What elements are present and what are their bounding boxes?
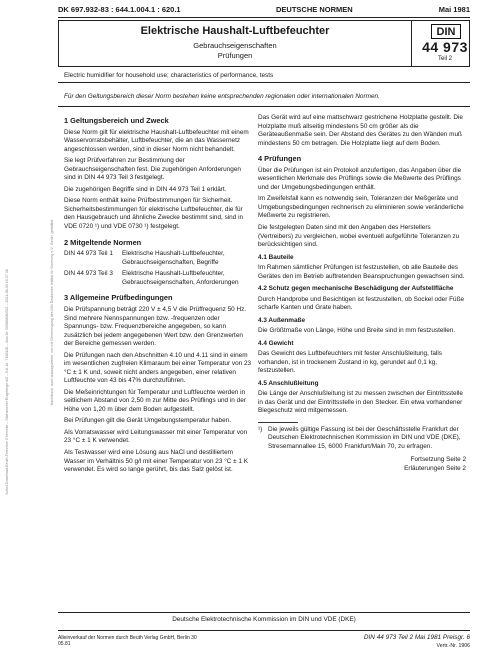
- continuation-note: [258, 456, 466, 473]
- section-heading: 1 Geltungsbereich und Zweck: [64, 116, 169, 125]
- paragraph: Durch Handprobe und Besichtigen ist festzustellen, ob Sockel oder Füße scharfe Kanten und Grate haben.: [258, 295, 465, 312]
- title-box: [58, 20, 470, 67]
- paragraph: Die festgelegten Daten sind mit den Angaben des Herstellers (Vertreibers) zu vergleichen, wobei eventuell aufgeführte Toleranzen zu berücksichtigen sind.: [258, 224, 460, 249]
- footer-top-rule: [58, 612, 470, 613]
- footnote-rule: [258, 422, 298, 423]
- side-copyright: [47, 120, 55, 520]
- publisher-line: Alleinverkauf der Normen durch Beuth Verlag GmbH, Berlin 30: [58, 635, 197, 641]
- din-reference: DIN 44 973 Teil 2 Mai 1981 Preisgr. 6: [363, 634, 470, 641]
- section-heading: 3 Allgemeine Prüfbedingungen: [64, 293, 173, 303]
- title-divider: [411, 21, 412, 66]
- dk-classification: DK 697.932-83 : 644.1.004.1 : 620.1: [58, 5, 181, 14]
- subsection-heading: 4.3 Außenmaße: [258, 316, 305, 324]
- din-logo: DIN: [431, 24, 461, 39]
- paragraph: Als Vorratswasser wird Leitungswasser mit einer Temperatur von 23 °C ± 1 K verwendet.: [64, 428, 248, 445]
- side-watermark: [2, 120, 10, 660]
- subsection-heading: 4.5 Anschlußleitung: [258, 379, 319, 387]
- footnote-text: Die jeweils gültige Fassung ist bei der Geschäftsstelle Frankfurt der Deutschen Elektrotechnischen Kommission im DIN und VDE (DKE), Stresemannallee 15, 6000 Frankfurt/Main 70, zu erfragen.: [268, 425, 461, 450]
- paragraph: Das Gewicht des Luftbefeuchters mit fester Anschlußleitung, falls vorhanden, ist in trockenem Zustand in kg, gerundet auf 0,1 kg, festzustellen.: [258, 350, 442, 375]
- publisher-date: 05.81: [58, 641, 71, 647]
- paragraph: Das Gerät wird auf eine mattschwarz gestrichene Holzplatte gestellt. Die Holzplatte muß allseitig mindestens 50 cm größer als die Geräteaußenmaße sein. Der Abstand des Gerätes zu den Wänden muß mindestens 50 cm betragen. Die Holzplatte liegt auf dem Boden.: [258, 114, 463, 147]
- footnote-mark: ¹): [258, 425, 263, 433]
- paragraph: Diese Norm gilt für elektrische Haushalt-Luftbefeuchter mit einem Wasservorratsbehälter, Luftbefeuchter, die an das Wassernetz angeschlossen werden, sind in dieser Norm nicht behandelt.: [64, 128, 249, 153]
- subsection-heading: 4.4 Gewicht: [258, 339, 294, 347]
- left-column: [64, 114, 253, 478]
- english-title: Electric humidifier for household use; characteristics of performance, tests: [64, 72, 274, 79]
- page-footer: [58, 634, 470, 656]
- paragraph: Die Länge der Anschlußleitung ist zu messen zwischen der Eintrittsstelle in das Gerät und der Eintrittsstelle in den Stecker. Ein etwa vorhandener Biegeschutz wird mitgemessen.: [258, 390, 463, 415]
- side-copyright-text: Nachdruck, auch auszugsweise, nur mit Genehmigung des DIN Deutsches Institut für Normung e.V., Berlin, gestattet.: [50, 218, 54, 406]
- footer-rule: [58, 630, 470, 631]
- paragraph: Bei Prüfungen gilt die Gerät Umgebungstemperatur haben.: [64, 417, 231, 425]
- paragraph: Die Größtmaße von Länge, Höhe und Breite sind in mm festzustellen.: [258, 327, 456, 335]
- part-label: Teil 2: [437, 56, 452, 62]
- paragraph: Im Rahmen sämtlicher Prüfungen ist festzustellen, ob alle Bauteile des Gerätes den im Betrieb auftretenden Beanspruchungen gewachsen sind.: [258, 264, 465, 280]
- reference-row: [64, 270, 253, 287]
- subsection-heading: 4.1 Bauteile: [258, 253, 294, 261]
- publisher-note: [58, 635, 208, 647]
- side-watermark-text: Sofort-Download-Beuth-Techniker Chemnitz – Sächsischer Erzgebirge AG – Kd.-Nr. 7168130 – Abo-Nr. 00586808/002 – 2021-08-30 16:37:38: [5, 269, 9, 495]
- issue-date: Mai 1981: [438, 5, 470, 14]
- reference-label: DIN 44 973 Teil 3: [64, 270, 113, 278]
- reference-text: Elektrische Haushalt-Luftbefeuchter, Gebrauchseigenschaften, Begriffe: [122, 250, 225, 266]
- english-title-rule: [58, 82, 470, 83]
- page-header: [58, 5, 470, 17]
- norm-label: DEUTSCHE NORMEN: [276, 5, 353, 14]
- paragraph: Die Meßeinrichtungen für Temperatur und Luftfeuchte werden in seitlichem Abstand von 2,50 m zur Mitte des Prüflings und in der Höhe von 1,20 m über dem Boden aufgestellt.: [64, 388, 246, 413]
- document-title: Elektrische Haushalt-Luftbefeuchter: [140, 25, 330, 37]
- document-subtitle: Gebrauchseigenschaften: [193, 41, 277, 50]
- section-heading: 2 Mitgeltende Normen: [64, 237, 142, 247]
- paragraph: Im Zweifelsfall kann es notwendig sein, Toleranzen der Meßgeräte und Umgebungsbedingungen rechnerisch zu eliminieren sowie veränderliche Meßwerte zu registrieren.: [258, 195, 464, 220]
- vertrieb-number: Vertr.-Nr. 1906: [436, 643, 470, 649]
- intro-note: Für den Geltungsbereich dieser Norm bestehen keine entsprechenden regionalen oder internationalen Normen.: [64, 93, 380, 100]
- right-column: [258, 114, 466, 473]
- dke-committee: Deutsche Elektrotechnische Kommission im DIN und VDE (DKE): [172, 616, 356, 623]
- paragraph: Die zugehörigen Begriffe sind in DIN 44 973 Teil 1 erklärt.: [64, 185, 227, 193]
- paragraph: Die Prüfungen nach den Abschnitten 4.10 und 4.11 sind in einem im wesentlichen zugfreien Klimaraum bei einer Temperatur von 23 °C ± 1 K und, soweit nicht anders angegeben, einer relativen Luftfeuchte von 43 bis 47% durchzuführen.: [64, 351, 252, 385]
- section-heading: 4 Prüfungen: [258, 154, 302, 164]
- reference-text: Elektrische Haushalt-Luftbefeuchter, Gebrauchseigenschaften, Anforderungen: [122, 270, 239, 286]
- footnote: [258, 426, 466, 452]
- header-rule: [58, 17, 470, 18]
- subsection-heading: 4.2 Schutz gegen mechanische Beschädigung der Aufstellfläche: [258, 285, 454, 293]
- continuation-line: Fortsetzung Seite 2: [410, 456, 466, 464]
- paragraph: Die Prüfspannung beträgt 220 V ± 4,5 V die Prüffrequenz 50 Hz. Sind mehrere Nennspannungen bzw. -frequenzen oder Spannungs- bzw. Frequenzbereiche angegeben, so kann zusätzlich bei jedem angegebenen Wert bzw. den Grenzwerten der Bereiche gemessen werden.: [64, 306, 247, 348]
- reference-row: [64, 250, 253, 267]
- paragraph: Als Testwasser wird eine Lösung aus NaCl und destilliertem Wasser im Verhältnis 50 g/l mit einer Temperatur von 23 °C ± 1 K verwendet. Es wird so lange gerührt, bis das Salz gelöst ist.: [64, 449, 249, 474]
- reference-label: DIN 44 973 Teil 1: [64, 250, 113, 258]
- din-number: 44 973: [422, 39, 468, 55]
- document-subtitle-2: Prüfungen: [217, 51, 253, 60]
- paragraph: Sie legt Prüfverfahren zur Bestimmung der Gebrauchseigenschaften fest. Die zugehörigen Anforderungen sind in DIN 44 973 Teil 3 festgelegt.: [64, 157, 241, 182]
- explanation-line: Erläuterungen Seite 2: [404, 464, 466, 472]
- paragraph: Diese Norm enthält keine Prüfbestimmungen für Sicherheit. Sicherheitsbestimmungen für elektrische Luftbefeuchter, die für den Hausgebrauch und ähnliche Zwecke bestimmt sind, sind in VDE 0720 ¹) und VDE 0730 ¹) festgelegt.: [64, 197, 244, 230]
- intro-rule: [58, 106, 470, 107]
- paragraph: Über die Prüfungen ist ein Protokoll anzufertigen, das Angaben über die wesentlichen Merkmale des Prüflings sowie die Meßwerte des Prüflings und der Umgebungsbedingungen enthält.: [258, 166, 462, 191]
